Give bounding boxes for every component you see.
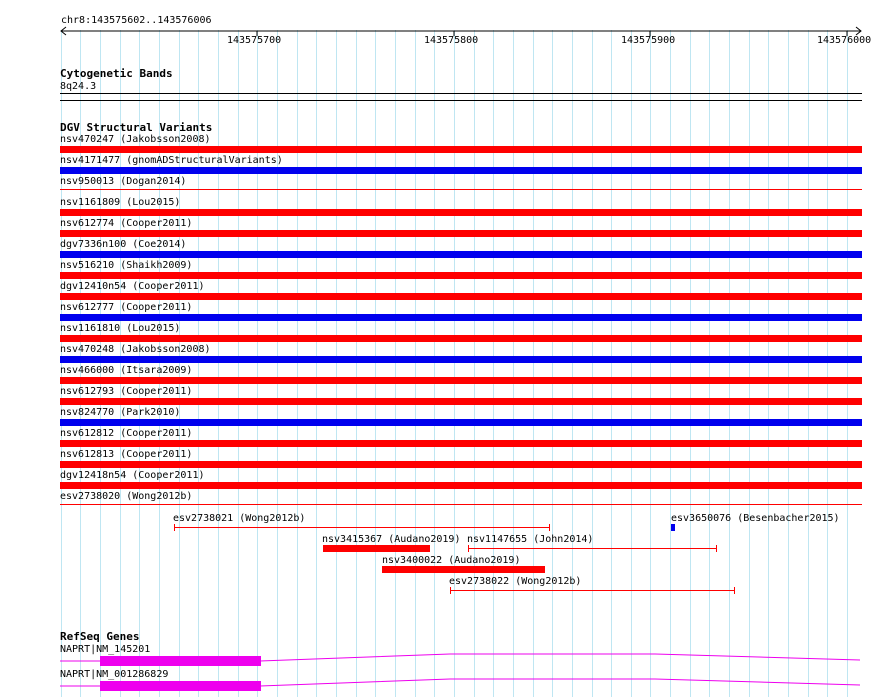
variant-feature[interactable] xyxy=(60,335,862,342)
gridline xyxy=(513,30,514,697)
variant-feature[interactable] xyxy=(60,398,862,405)
dgv-track-title[interactable]: DGV Structural Variants xyxy=(60,121,213,134)
gridline xyxy=(336,30,337,697)
gene-label: NAPRT|NM_001286829 xyxy=(60,669,169,680)
variant-feature[interactable] xyxy=(60,209,862,216)
ruler-tick-label: 143575900 xyxy=(621,35,676,46)
variant-feature[interactable] xyxy=(382,566,545,573)
gridline xyxy=(375,30,376,697)
gridline xyxy=(572,30,573,697)
variant-label: nsv612813 (Cooper2011) xyxy=(60,449,193,460)
gridline xyxy=(356,30,357,697)
variant-label: nsv612777 (Cooper2011) xyxy=(60,302,193,313)
gridline xyxy=(670,30,671,697)
gridline xyxy=(749,30,750,697)
gridline xyxy=(768,30,769,697)
gridline xyxy=(238,30,239,697)
variant-feature[interactable] xyxy=(60,189,862,190)
variant-label: dgv7336n100 (Coe2014) xyxy=(60,239,187,250)
gridline xyxy=(650,30,651,697)
variant-feature[interactable] xyxy=(468,548,717,549)
cytoband-outline-top xyxy=(60,93,862,94)
variant-end-cap xyxy=(716,545,717,552)
variant-label: nsv466000 (Itsara2009) xyxy=(60,365,193,376)
variant-end-cap xyxy=(450,587,451,594)
variant-label: nsv950013 (Dogan2014) xyxy=(60,176,187,187)
variant-feature[interactable] xyxy=(323,545,430,552)
gridline xyxy=(415,30,416,697)
gridline xyxy=(827,30,828,697)
variant-label: nsv1147655 (John2014) xyxy=(467,534,594,545)
variant-label: esv2738021 (Wong2012b) xyxy=(173,513,306,524)
gridline xyxy=(690,30,691,697)
gridline xyxy=(277,30,278,697)
variant-feature[interactable] xyxy=(60,440,862,447)
variant-label: nsv612793 (Cooper2011) xyxy=(60,386,193,397)
gridline xyxy=(316,30,317,697)
variant-feature[interactable] xyxy=(60,356,862,363)
gridline xyxy=(808,30,809,697)
gene-label: NAPRT|NM_145201 xyxy=(60,644,151,655)
variant-feature[interactable] xyxy=(60,146,862,153)
gridline xyxy=(788,30,789,697)
variant-label: nsv824770 (Park2010) xyxy=(60,407,181,418)
variant-label: nsv612774 (Cooper2011) xyxy=(60,218,193,229)
gridline xyxy=(395,30,396,697)
gridline xyxy=(631,30,632,697)
variant-feature[interactable] xyxy=(60,419,862,426)
gridline xyxy=(729,30,730,697)
variant-feature[interactable] xyxy=(671,524,675,531)
variant-label: esv2738020 (Wong2012b) xyxy=(60,491,193,502)
gridline xyxy=(847,30,848,697)
gene-exon[interactable] xyxy=(100,656,261,666)
refseq-track-title[interactable]: RefSeq Genes xyxy=(60,630,140,643)
ruler-tick-label: 143576000 xyxy=(817,35,872,46)
variant-label: nsv516210 (Shaikh2009) xyxy=(60,260,193,271)
variant-feature[interactable] xyxy=(60,251,862,258)
gridline xyxy=(257,30,258,697)
variant-label: esv2738022 (Wong2012b) xyxy=(449,576,582,587)
variant-label: nsv1161809 (Lou2015) xyxy=(60,197,181,208)
variant-label: dgv12418n54 (Cooper2011) xyxy=(60,470,205,481)
range-label: chr8:143575602..143576006 xyxy=(61,15,212,26)
cytoband-track-title[interactable]: Cytogenetic Bands xyxy=(60,67,173,80)
variant-feature[interactable] xyxy=(60,167,862,174)
cytoband-outline-bottom[interactable] xyxy=(60,100,862,101)
variant-label: dgv12410n54 (Cooper2011) xyxy=(60,281,205,292)
gridline xyxy=(454,30,455,697)
gridline xyxy=(493,30,494,697)
variant-label: nsv470247 (Jakobsson2008) xyxy=(60,134,211,145)
gridline xyxy=(533,30,534,697)
variant-feature[interactable] xyxy=(60,314,862,321)
variant-label: esv3650076 (Besenbacher2015) xyxy=(671,513,840,524)
variant-feature[interactable] xyxy=(174,527,550,528)
gene-exon[interactable] xyxy=(100,681,261,691)
gridline xyxy=(474,30,475,697)
variant-end-cap xyxy=(734,587,735,594)
cytoband-label: 8q24.3 xyxy=(60,81,97,92)
gridline xyxy=(218,30,219,697)
gridline xyxy=(611,30,612,697)
gridline xyxy=(552,30,553,697)
ruler-tick-label: 143575700 xyxy=(227,35,282,46)
gridline xyxy=(297,30,298,697)
gridline xyxy=(434,30,435,697)
variant-label: nsv470248 (Jakobsson2008) xyxy=(60,344,211,355)
variant-label: nsv4171477 (gnomADStructuralVariants) xyxy=(60,155,283,166)
variant-feature[interactable] xyxy=(60,272,862,279)
variant-end-cap xyxy=(468,545,469,552)
variant-label: nsv3400022 (Audano2019) xyxy=(382,555,521,566)
gridline xyxy=(709,30,710,697)
gridline xyxy=(592,30,593,697)
variant-feature[interactable] xyxy=(60,504,862,505)
variant-end-cap xyxy=(174,524,175,531)
variant-feature[interactable] xyxy=(60,230,862,237)
variant-end-cap xyxy=(549,524,550,531)
variant-feature[interactable] xyxy=(60,482,862,489)
ruler-tick-label: 143575800 xyxy=(424,35,479,46)
variant-feature[interactable] xyxy=(450,590,735,591)
variant-label: nsv612812 (Cooper2011) xyxy=(60,428,193,439)
variant-feature[interactable] xyxy=(60,377,862,384)
variant-feature[interactable] xyxy=(60,461,862,468)
variant-label: nsv1161810 (Lou2015) xyxy=(60,323,181,334)
variant-label: nsv3415367 (Audano2019) xyxy=(322,534,461,545)
variant-feature[interactable] xyxy=(60,293,862,300)
